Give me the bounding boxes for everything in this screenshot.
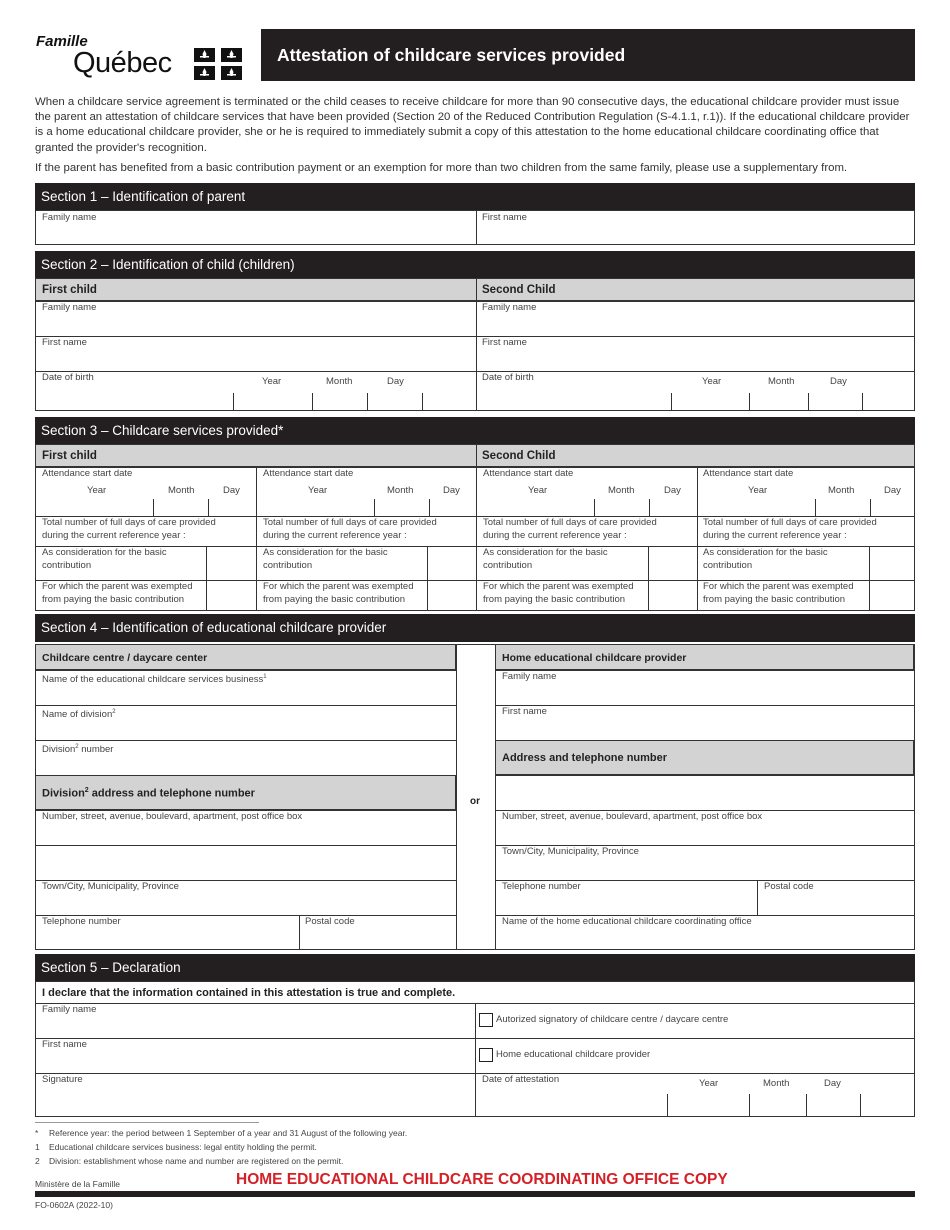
attestation-year: Year bbox=[699, 1078, 719, 1089]
or-separator: or bbox=[470, 796, 480, 807]
c2a-start-label: Attendance start date bbox=[483, 468, 574, 479]
fleur-de-lis-flag-icon bbox=[194, 48, 242, 80]
form-title-banner bbox=[261, 29, 915, 81]
c1a-start-date-field[interactable] bbox=[36, 499, 256, 516]
home-first-name-label: First name bbox=[502, 706, 547, 717]
c1b-year: Year bbox=[308, 485, 328, 496]
c1b-basic-field[interactable] bbox=[428, 547, 476, 580]
child2-dob-field[interactable] bbox=[672, 389, 914, 410]
child1-first-name-field[interactable] bbox=[36, 337, 476, 371]
division-number-field[interactable] bbox=[36, 741, 456, 775]
child1-family-name-field[interactable] bbox=[36, 302, 476, 336]
footnote-divider bbox=[35, 1122, 259, 1123]
section-1-table bbox=[35, 210, 915, 245]
div-street-field[interactable] bbox=[36, 811, 456, 880]
c1a-exempt-label: For which the parent was exempted from paying the basic contribution bbox=[42, 581, 193, 605]
business-name-field[interactable] bbox=[36, 671, 456, 705]
c1b-total-label: Total number of full days of care provided during the current reference year : bbox=[263, 517, 437, 541]
attestation-month: Month bbox=[763, 1078, 790, 1089]
child2-first-name-field[interactable] bbox=[477, 337, 914, 371]
c2a-basic-field[interactable] bbox=[649, 547, 697, 580]
child2-family-name-field[interactable] bbox=[477, 302, 914, 336]
child2-dob-label: Date of birth bbox=[482, 372, 534, 383]
parent-first-name-label: First name bbox=[482, 212, 527, 223]
home-provider-heading: Home educational childcare provider bbox=[502, 652, 687, 664]
section-2-table bbox=[35, 278, 915, 411]
child2-dob-month: Month bbox=[768, 376, 795, 387]
c1a-total-label: Total number of full days of care provided during the current reference year : bbox=[42, 517, 216, 541]
s2-second-child-heading: Second Child bbox=[482, 284, 556, 296]
c2b-year: Year bbox=[748, 485, 768, 496]
child2-family-name-label: Family name bbox=[482, 302, 537, 313]
declaration-statement: I declare that the information contained in this attestation is true and complete. bbox=[42, 987, 456, 999]
c2b-exempt-field[interactable] bbox=[870, 581, 914, 610]
attestation-day: Day bbox=[824, 1078, 841, 1089]
c1b-start-date-field[interactable] bbox=[257, 499, 476, 516]
div-street-label: Number, street, avenue, boulevard, apartment, post office box bbox=[42, 811, 303, 822]
home-provider-checkbox[interactable] bbox=[479, 1048, 493, 1062]
div-postal-label: Postal code bbox=[305, 916, 355, 927]
home-family-name-field[interactable] bbox=[496, 671, 914, 705]
copy-designation: HOME EDUCATIONAL CHILDCARE COORDINATING OFFICE COPY bbox=[236, 1171, 728, 1188]
c2a-basic-label: As consideration for the basic contribution bbox=[483, 547, 608, 571]
section-4-header: Section 4 – Identification of educational childcare provider bbox=[35, 614, 915, 642]
div-town-field[interactable] bbox=[36, 881, 456, 915]
decl-first-name-field[interactable] bbox=[36, 1039, 475, 1073]
c1b-exempt-label: For which the parent was exempted from paying the basic contribution bbox=[263, 581, 414, 605]
home-postal-field[interactable] bbox=[758, 881, 914, 915]
div-postal-field[interactable] bbox=[300, 916, 456, 949]
intro-paragraph: When a childcare service agreement is terminated or the child ceases to receive childcare for more than 90 consecutive days, the educational childcare provider must issue the parent an attestation of childcare services that have been provided (Section 20 of the Reduced Contribution Regulation (S-4.1.1, r.1)). If the educational childcare provider is a home educational childcare provider, she or he is required to immediately submit a copy of this attestation to the home educational childcare coordinating office that granted the provider's recognition. bbox=[35, 96, 910, 154]
section-1-header: Section 1 – Identification of parent bbox=[35, 183, 915, 211]
decl-family-name-label: Family name bbox=[42, 1004, 97, 1015]
home-town-field[interactable] bbox=[496, 846, 914, 880]
home-telephone-field[interactable] bbox=[496, 881, 757, 915]
business-name-label: Name of the educational childcare services business$^1$ bbox=[42, 674, 267, 686]
form-code: FO-0602A (2022-10) bbox=[35, 1200, 113, 1210]
child1-first-name-label: First name bbox=[42, 337, 87, 348]
intro-supplementary-note: If the parent has benefited from a basic contribution payment or an exemption for more than two children from the same family, please use a supplementary from. bbox=[35, 162, 848, 174]
c1b-basic-label: As consideration for the basic contribution bbox=[263, 547, 388, 571]
division-name-label: Name of division$^2$ bbox=[42, 709, 116, 721]
c1a-basic-label: As consideration for the basic contribution bbox=[42, 547, 167, 571]
home-town-label: Town/City, Municipality, Province bbox=[502, 846, 639, 857]
c2b-start-label: Attendance start date bbox=[703, 468, 794, 479]
c1a-start-label: Attendance start date bbox=[42, 468, 133, 479]
c2b-month: Month bbox=[828, 485, 855, 496]
decl-signature-label: Signature bbox=[42, 1074, 83, 1085]
attestation-date-label: Date of attestation bbox=[482, 1074, 560, 1085]
c2a-exempt-label: For which the parent was exempted from paying the basic contribution bbox=[483, 581, 634, 605]
footnote-ref-year: * Reference year: the period between 1 September of a year and 31 August of the following year. bbox=[35, 1128, 408, 1138]
home-street-field[interactable] bbox=[496, 776, 914, 845]
c1b-start-label: Attendance start date bbox=[263, 468, 354, 479]
c2b-basic-field[interactable] bbox=[870, 547, 914, 580]
c1a-day: Day bbox=[223, 485, 240, 496]
c2a-exempt-field[interactable] bbox=[649, 581, 697, 610]
signatory-label: Autorized signatory of childcare centre / daycare centre bbox=[496, 1014, 729, 1025]
decl-first-name-label: First name bbox=[42, 1039, 87, 1050]
decl-signature-field[interactable] bbox=[36, 1074, 475, 1116]
child1-dob-year: Year bbox=[262, 376, 282, 387]
section-2-header: Section 2 – Identification of child (children) bbox=[35, 251, 915, 279]
c1a-basic-field[interactable] bbox=[207, 547, 256, 580]
parent-family-name-field[interactable] bbox=[36, 211, 476, 244]
c2b-basic-label: As consideration for the basic contribution bbox=[703, 547, 828, 571]
coordinating-office-field[interactable] bbox=[496, 916, 914, 949]
c2b-total-label: Total number of full days of care provided during the current reference year : bbox=[703, 517, 877, 541]
child1-family-name-label: Family name bbox=[42, 302, 97, 313]
division-name-field[interactable] bbox=[36, 706, 456, 740]
s2-first-child-heading: First child bbox=[42, 284, 97, 296]
child2-dob-day: Day bbox=[830, 376, 847, 387]
section-5-table bbox=[35, 981, 915, 1117]
div-telephone-field[interactable] bbox=[36, 916, 299, 949]
c1b-month: Month bbox=[387, 485, 414, 496]
decl-family-name-field[interactable] bbox=[36, 1004, 475, 1038]
c2a-day: Day bbox=[664, 485, 681, 496]
logo-famille: Famille bbox=[36, 33, 88, 50]
footnote-2: 2 Division: establishment whose name and number are registered on the permit. bbox=[35, 1156, 344, 1166]
section-3-header: Section 3 – Childcare services provided* bbox=[35, 417, 915, 445]
attestation-date-field[interactable] bbox=[668, 1090, 914, 1116]
home-address-heading: Address and telephone number bbox=[502, 752, 668, 764]
logo-quebec: Québec bbox=[73, 47, 172, 79]
c2a-year: Year bbox=[528, 485, 548, 496]
section-5-header: Section 5 – Declaration bbox=[35, 954, 915, 982]
home-first-name-field[interactable] bbox=[496, 706, 914, 740]
c2a-start-date-field[interactable] bbox=[477, 499, 697, 516]
s3-second-child-heading: Second Child bbox=[482, 450, 556, 462]
c1a-month: Month bbox=[168, 485, 195, 496]
footnote-1: 1 Educational childcare services business: legal entity holding the permit. bbox=[35, 1142, 317, 1152]
child1-dob-field[interactable] bbox=[234, 389, 476, 410]
footer-rule bbox=[35, 1191, 915, 1197]
section-3-table bbox=[35, 444, 915, 611]
home-street-label: Number, street, avenue, boulevard, apartment, post office box bbox=[502, 811, 763, 822]
home-family-name-label: Family name bbox=[502, 671, 557, 682]
home-provider-label: Home educational childcare provider bbox=[496, 1049, 651, 1060]
parent-family-name-label: Family name bbox=[42, 212, 97, 223]
c2b-exempt-label: For which the parent was exempted from paying the basic contribution bbox=[703, 581, 854, 605]
c2a-month: Month bbox=[608, 485, 635, 496]
c2b-day: Day bbox=[884, 485, 901, 496]
child2-dob-year: Year bbox=[702, 376, 722, 387]
div-town-label: Town/City, Municipality, Province bbox=[42, 881, 179, 892]
child1-dob-day: Day bbox=[387, 376, 404, 387]
c2a-total-label: Total number of full days of care provided during the current reference year : bbox=[483, 517, 657, 541]
c1b-exempt-field[interactable] bbox=[428, 581, 476, 610]
c1a-year: Year bbox=[87, 485, 107, 496]
division-number-label: Division$^2$ number bbox=[42, 744, 114, 756]
coordinating-office-label: Name of the home educational childcare coordinating office bbox=[502, 916, 752, 927]
home-telephone-label: Telephone number bbox=[502, 881, 581, 892]
child1-dob-month: Month bbox=[326, 376, 353, 387]
division-address-heading: Division$^2$ address and telephone number bbox=[42, 787, 255, 800]
centre-heading: Childcare centre / daycare center bbox=[42, 652, 208, 664]
form-title: Attestation of childcare services provided bbox=[277, 45, 626, 65]
c1b-day: Day bbox=[443, 485, 460, 496]
child1-dob-label: Date of birth bbox=[42, 372, 94, 383]
div-telephone-label: Telephone number bbox=[42, 916, 121, 927]
section-4-table bbox=[35, 644, 915, 950]
c2b-start-date-field[interactable] bbox=[698, 499, 914, 516]
home-postal-label: Postal code bbox=[764, 881, 814, 892]
c1a-exempt-field[interactable] bbox=[207, 581, 256, 610]
parent-first-name-field[interactable] bbox=[477, 211, 914, 244]
child2-first-name-label: First name bbox=[482, 337, 527, 348]
signatory-checkbox[interactable] bbox=[479, 1013, 493, 1027]
s3-first-child-heading: First child bbox=[42, 450, 97, 462]
ministry-name: Ministère de la Famille bbox=[35, 1179, 121, 1189]
logo bbox=[35, 33, 250, 85]
